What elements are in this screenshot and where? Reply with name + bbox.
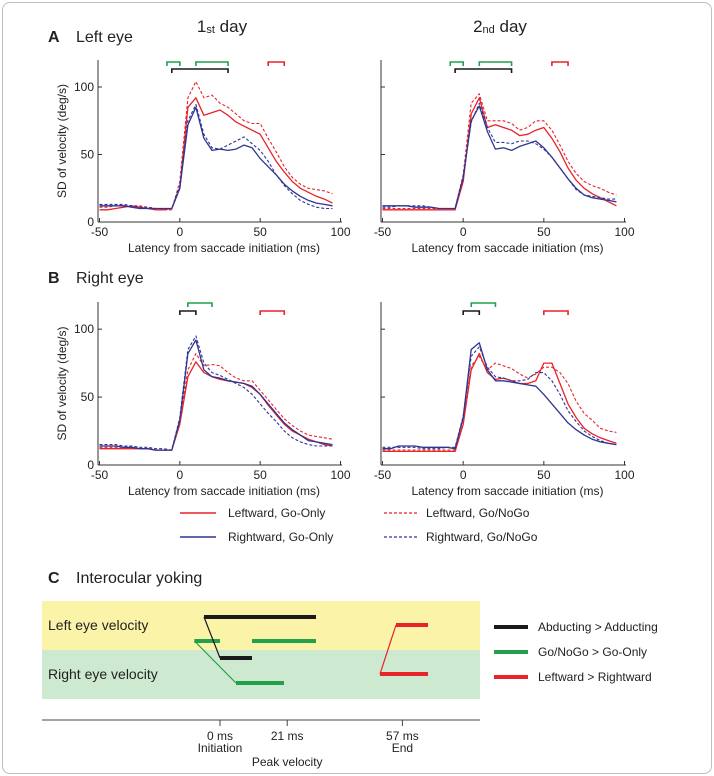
significance-bar-red [260, 311, 284, 315]
x-tick-label: 0 [459, 468, 467, 482]
x-tick-label: 50 [537, 468, 551, 482]
timeline-tick-sublabel: Peak velocity [251, 755, 323, 769]
y-axis-label: SD of velocity (deg/s) [55, 83, 69, 199]
series-line-rightward-go-nogo [100, 105, 333, 209]
x-tick-label: 50 [253, 468, 267, 482]
panel-a-letter: A [48, 29, 60, 46]
y-axis-label: SD of velocity (deg/s) [55, 326, 69, 441]
timeline-tick-sublabel: Initiation [197, 741, 243, 755]
panel-b-letter: B [48, 270, 60, 287]
significance-bar-black [180, 311, 196, 315]
panel-c-title: Interocular yoking [76, 570, 203, 587]
significance-bar-green [167, 62, 180, 66]
series-line-rightward-go-only [100, 107, 333, 208]
series-line-leftward-go-nogo [383, 356, 617, 450]
left-eye-row-label: Left eye velocity [48, 617, 149, 633]
legend-label-leftward: Leftward > Rightward [538, 670, 652, 684]
y-tick-label: 100 [73, 80, 94, 94]
x-tick-label: -50 [90, 225, 109, 239]
series-line-rightward-go-only [383, 343, 617, 449]
x-tick-label: 100 [614, 225, 635, 239]
timeline-tick-label: 0 ms [206, 729, 234, 743]
x-tick-label: 0 [459, 225, 467, 239]
timeline-tick-label: 21 ms [270, 729, 304, 743]
y-tick-label: 50 [80, 390, 94, 405]
plot-a-day2 [374, 60, 635, 255]
x-axis-label: Latency from saccade initiation (ms) [411, 484, 604, 498]
plot-b-day2 [374, 302, 635, 498]
line-legend [180, 506, 538, 544]
legend-label-rightward-gonogo: Rightward, Go/NoGo [426, 530, 538, 544]
significance-bar-black [172, 69, 228, 73]
significance-bar-red [268, 62, 284, 66]
panel-b-title: Right eye [76, 270, 144, 287]
significance-bar-green [479, 62, 511, 66]
timeline-tick-label: 57 ms [386, 729, 419, 743]
x-tick-label: -50 [373, 468, 392, 482]
significance-bar-red [544, 311, 568, 315]
timeline-tick-sublabel: End [391, 741, 414, 755]
x-tick-label: 100 [614, 468, 635, 482]
significance-bar-green [188, 303, 212, 307]
panel-c-letter: C [48, 570, 60, 587]
plot-a-day1 [55, 60, 351, 255]
plot-b-day1 [55, 302, 351, 498]
series-line-leftward-go-nogo [100, 354, 333, 451]
y-tick-label: 0 [87, 458, 94, 472]
series-line-rightward-go-only [100, 340, 333, 450]
series-line-leftward-go-only [100, 362, 333, 450]
day1-header: 1st day [196, 17, 248, 36]
legend-label-rightward-go-only: Rightward, Go-Only [228, 530, 334, 544]
significance-bar-black [463, 311, 479, 315]
yoking-legend [494, 620, 658, 684]
series-line-leftward-go-only [100, 98, 333, 210]
right-eye-row-label: Right eye velocity [48, 666, 158, 682]
series-line-leftward-go-nogo [100, 82, 333, 210]
y-tick-label: 0 [87, 215, 94, 229]
timeline-ticks [198, 720, 419, 769]
x-tick-label: 50 [537, 225, 551, 239]
y-tick-label: 50 [80, 147, 94, 162]
significance-bar-green [450, 62, 463, 66]
x-tick-label: 0 [176, 225, 184, 239]
y-tick-label: 100 [73, 322, 94, 337]
x-tick-label: 50 [253, 225, 267, 239]
x-tick-label: 0 [176, 468, 184, 482]
legend-label-leftward-go-only: Leftward, Go-Only [228, 506, 326, 520]
series-line-leftward-go-nogo [383, 94, 617, 209]
panel-a-title: Left eye [76, 29, 133, 46]
day2-header: 2nd day [473, 17, 527, 36]
legend-label-abducting: Abducting > Adducting [538, 620, 658, 634]
series-line-leftward-go-only [383, 354, 617, 452]
significance-bar-black [455, 69, 511, 73]
significance-bar-red [552, 62, 568, 66]
legend-label-gonogo: Go/NoGo > Go-Only [538, 645, 648, 659]
x-axis-label: Latency from saccade initiation (ms) [411, 241, 604, 255]
x-tick-label: 100 [330, 225, 351, 239]
x-axis-label: Latency from saccade initiation (ms) [127, 484, 321, 498]
legend-label-leftward-gonogo: Leftward, Go/NoGo [426, 506, 530, 520]
significance-bar-green [196, 62, 228, 66]
x-tick-label: -50 [373, 225, 392, 239]
x-tick-label: -50 [90, 468, 109, 482]
significance-bar-green [471, 303, 495, 307]
x-axis-label: Latency from saccade initiation (ms) [127, 241, 321, 255]
x-tick-label: 100 [330, 468, 351, 482]
